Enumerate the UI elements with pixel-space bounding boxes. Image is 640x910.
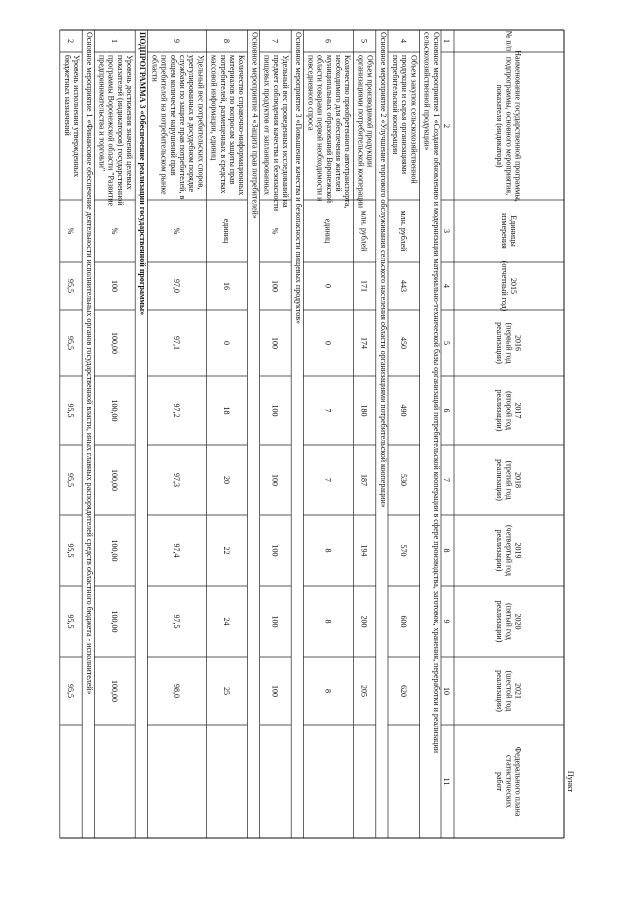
- header-y2016-line: 2016: [513, 335, 523, 351]
- value-cell: 100: [270, 280, 280, 292]
- section-title-line: Основное мероприятие 1 «Финансовое обеспечение деятельности исполнительных органов государственной власти, иных главных распорядителей средств областного бюджета - исполнителей»: [85, 32, 95, 695]
- value-cell: 443: [398, 280, 408, 292]
- subprogram-title: [138, 32, 147, 315]
- header-y2016-line: (первый год: [504, 322, 514, 364]
- header-y2016-line: реализации): [495, 322, 505, 364]
- header-name-line: подпрограммы, основного мероприятия,: [504, 56, 514, 196]
- value-cell: 194: [359, 544, 369, 557]
- subprogram-title-line: ПОДПРОГРАММА 3 «Обеспечение реализации государственной программы»: [138, 32, 148, 316]
- section-title: [85, 32, 94, 695]
- header-y2015-line: (отчетный год): [499, 260, 509, 312]
- header-name-line: показателя (индикатора): [495, 84, 505, 168]
- header-y2019-line: 2019: [513, 542, 523, 559]
- unit-cell: %: [66, 227, 75, 235]
- unit-cell: %: [270, 227, 280, 235]
- col-number: 3: [442, 229, 451, 233]
- value-cell: 8: [323, 548, 333, 553]
- unit-cell: единиц: [222, 218, 231, 244]
- value-cell: 490: [398, 404, 408, 417]
- indicator-name-line: пищевых продуктов от запланированных: [262, 55, 272, 196]
- col-number: 2: [442, 124, 451, 128]
- header-y2020: [495, 601, 522, 643]
- section-title: [294, 32, 303, 324]
- header-y2020-line: реализации): [495, 600, 505, 643]
- row-number: 1: [109, 39, 119, 43]
- indicator-name: [150, 55, 205, 199]
- value-cell: 7: [323, 478, 333, 482]
- indicator-name-line: Уровень достижения значений целевых: [125, 55, 134, 190]
- value-cell: 187: [359, 474, 369, 486]
- value-cell: 100,00: [109, 399, 119, 422]
- header-y2018: [495, 459, 522, 501]
- value-cell: 171: [359, 280, 369, 292]
- value-cell: 20: [222, 476, 231, 484]
- header-y2017-line: 2017: [513, 402, 523, 419]
- value-cell: 600: [398, 615, 408, 628]
- col-number: 5: [442, 341, 451, 345]
- header-y2018-line: (третий год: [504, 460, 514, 500]
- indicator-name-line: потребительской кооперации: [391, 55, 400, 155]
- value-cell: 100: [109, 280, 119, 292]
- value-cell: 8: [323, 619, 333, 624]
- indicator-name-line: необходимого для обеспечения жителей: [334, 55, 343, 192]
- col-number: 7: [442, 478, 451, 482]
- header-y2021-line: реализации): [495, 670, 505, 712]
- indicator-name-line: муниципальных образований Воронежской: [324, 55, 334, 204]
- value-cell: 100: [270, 474, 280, 486]
- value-cell: 570: [398, 544, 408, 557]
- indicator-name-line: Количество справочно-информационных: [237, 55, 247, 196]
- col-number: 1: [442, 39, 451, 43]
- header-y2021-line: 2021: [513, 683, 523, 699]
- indicator-name-line: организациями потребительской кооперации: [356, 55, 366, 209]
- indicator-name-line: Объем производимой продукции: [365, 55, 375, 168]
- header-y2019-line: (четвертый год: [504, 525, 514, 576]
- indicator-name: [210, 55, 247, 195]
- header-y2017: [495, 390, 522, 432]
- unit-cell: %: [109, 227, 119, 235]
- value-cell: 95,5: [66, 403, 75, 418]
- indicator-name-line: службами по защите прав потребителей, в: [178, 55, 187, 200]
- indicator-name-line: программы Воронежской области "Развитие: [106, 55, 116, 207]
- row-number: 7: [270, 39, 280, 43]
- section-title-line: Основное мероприятие 1 «Создание обновлению и модернизации материально-технической базы организаций потребительской кооперации в сфере производства, заготовок, хранения, переработки и реализации: [431, 32, 441, 754]
- header-y2018-line: 2018: [513, 472, 523, 488]
- indicator-name-line: бюджетных назначений: [62, 55, 72, 136]
- section-title: [423, 32, 441, 754]
- section-title-line: сельскохозяйственной продукции»: [422, 32, 432, 151]
- col-number: 4: [442, 284, 451, 288]
- indicator-name: [97, 55, 134, 206]
- value-cell: 97,5: [172, 614, 181, 629]
- indicator-name-line: Удельный вес проведенных исследований на: [281, 55, 290, 208]
- corner-label: Пункт: [566, 770, 575, 793]
- indicator-name-line: Удельный вес потребительских споров,: [196, 55, 206, 190]
- header-plan-line: Федерального плана: [513, 746, 523, 817]
- indicator-name-line: предмет соблюдения качества и безопасности: [271, 55, 281, 211]
- indicator-name-line: показателей (индикаторов) государственной: [115, 55, 125, 206]
- value-cell: 100: [270, 404, 280, 417]
- header-plan-line: работ: [495, 771, 505, 792]
- value-cell: 7: [323, 408, 333, 413]
- section-title-line: Основное мероприятие 2 «Улучшение торгового обслуживания сельского населения области организациями потребительской кооперации»: [378, 32, 388, 508]
- value-cell: 100: [270, 544, 280, 557]
- indicator-name-line: потребителей, размещенных в средствах: [218, 55, 228, 194]
- indicator-name: [306, 55, 352, 208]
- header-y2020-line: 2020: [513, 613, 523, 630]
- unit-cell: единиц: [323, 218, 333, 244]
- indicator-name-line: Уровень исполнения утвержденных: [72, 55, 81, 178]
- unit-cell: млн. рублей: [398, 210, 408, 252]
- section-title-line: Основное мероприятие 4 «Защита прав потребителей»: [250, 32, 260, 219]
- value-cell: 16: [222, 282, 231, 290]
- indicator-name-line: материалов по вопросам защиты прав: [228, 55, 237, 185]
- row-number: 9: [172, 39, 181, 43]
- indicator-name-line: повседневного спроса: [306, 55, 316, 131]
- value-cell: 95,5: [66, 279, 75, 293]
- value-cell: 100,00: [109, 332, 119, 354]
- header-y2019: [495, 525, 522, 576]
- value-cell: 450: [398, 337, 408, 349]
- header-unit: [500, 213, 518, 249]
- value-cell: 0: [222, 341, 231, 345]
- header-y2017-line: (второй год: [504, 391, 514, 430]
- value-cell: 100: [270, 337, 280, 349]
- row-number: 6: [323, 39, 333, 43]
- header-num-line: № п/п: [504, 30, 514, 52]
- unit-cell: млн. рублей: [359, 210, 369, 252]
- col-number: 6: [442, 408, 451, 413]
- col-number: 10: [442, 687, 451, 695]
- header-y2021-line: (шестой год: [504, 670, 514, 712]
- value-cell: 200: [359, 615, 369, 628]
- value-cell: 8: [323, 689, 333, 693]
- header-num: [504, 31, 513, 52]
- value-cell: 95,5: [66, 614, 75, 629]
- value-cell: 100,00: [109, 539, 119, 562]
- value-cell: 100,00: [109, 610, 119, 633]
- indicator-name-line: Объем закупок сельскохозяйственной: [409, 55, 419, 184]
- col-number: 11: [442, 777, 451, 786]
- value-cell: 100,00: [109, 469, 119, 491]
- value-cell: 100: [270, 685, 280, 697]
- value-cell: 100,00: [109, 680, 119, 702]
- row-number: 4: [398, 39, 408, 43]
- header-y2015-line: 2015: [509, 278, 518, 294]
- indicator-name-line: Количество приобретенного автотранспорта,: [343, 55, 353, 209]
- header-y2016: [495, 322, 522, 364]
- header-y2019-line: реализации): [495, 529, 505, 572]
- header-y2017-line: реализации): [495, 389, 505, 432]
- indicator-name: [391, 55, 418, 184]
- indicator-name-line: предпринимательства и торговли": [97, 55, 107, 172]
- header-plan-line: статистических: [504, 754, 514, 809]
- row-number: 5: [359, 39, 369, 43]
- header-unit-line: Единицы: [509, 215, 518, 247]
- col-number: 8: [442, 548, 451, 553]
- header-y2018-line: реализации): [495, 459, 505, 501]
- header-name: [495, 50, 522, 201]
- value-cell: 97,4: [172, 543, 181, 558]
- value-cell: 620: [398, 685, 408, 697]
- section-title: [250, 32, 259, 219]
- value-cell: 205: [359, 685, 369, 697]
- value-cell: 97,1: [172, 336, 181, 350]
- header-name-line: Наименование государственной программы,: [513, 50, 523, 202]
- value-cell: 24: [222, 617, 231, 626]
- value-cell: 95,5: [66, 473, 75, 487]
- header-y2020-line: (пятый год: [504, 603, 514, 640]
- indicator-name-line: продукции и сырья организациями: [400, 55, 410, 175]
- value-cell: 97,2: [172, 403, 181, 418]
- header-plan: [495, 747, 522, 817]
- value-cell: 97,3: [172, 473, 181, 487]
- indicator-name: [63, 55, 81, 177]
- indicator-name-line: потребителей на потребительском рынке: [159, 55, 169, 195]
- value-cell: 100: [270, 615, 280, 628]
- value-cell: 18: [222, 406, 231, 415]
- indicator-name: [356, 55, 374, 209]
- value-cell: 25: [222, 687, 231, 695]
- value-cell: 0: [323, 341, 333, 345]
- value-cell: 180: [359, 404, 369, 417]
- indicator-name: [263, 55, 290, 212]
- value-cell: 95,5: [66, 684, 75, 698]
- value-cell: 530: [398, 474, 408, 486]
- section-title-line: Основное мероприятие 3 «Повышение качества и безопасности пищевых продуктов»: [294, 32, 304, 324]
- indicator-name-line: общем количестве нарушений прав: [168, 55, 178, 176]
- value-cell: 95,5: [66, 336, 75, 350]
- value-cell: 95,5: [66, 543, 75, 558]
- col-number: 9: [442, 619, 451, 624]
- value-cell: 0: [323, 284, 333, 288]
- header-unit-line: измерения: [499, 213, 509, 249]
- indicator-name-line: области товарами первой необходимости и: [315, 55, 325, 202]
- indicator-name-line: урегулированных в досудебном порядке: [187, 55, 197, 193]
- value-cell: 97,0: [172, 279, 181, 293]
- row-number: 2: [66, 39, 75, 43]
- section-title: [379, 32, 388, 508]
- value-cell: 22: [222, 546, 231, 555]
- value-cell: 98,0: [172, 684, 181, 698]
- row-number: 8: [222, 39, 231, 43]
- header-y2021: [495, 670, 522, 712]
- indicator-name-line: массовой информации, единиц: [209, 55, 219, 161]
- indicator-name-line: области: [150, 55, 160, 82]
- header-y2015: [500, 261, 518, 312]
- unit-cell: %: [172, 227, 181, 235]
- value-cell: 174: [359, 337, 369, 349]
